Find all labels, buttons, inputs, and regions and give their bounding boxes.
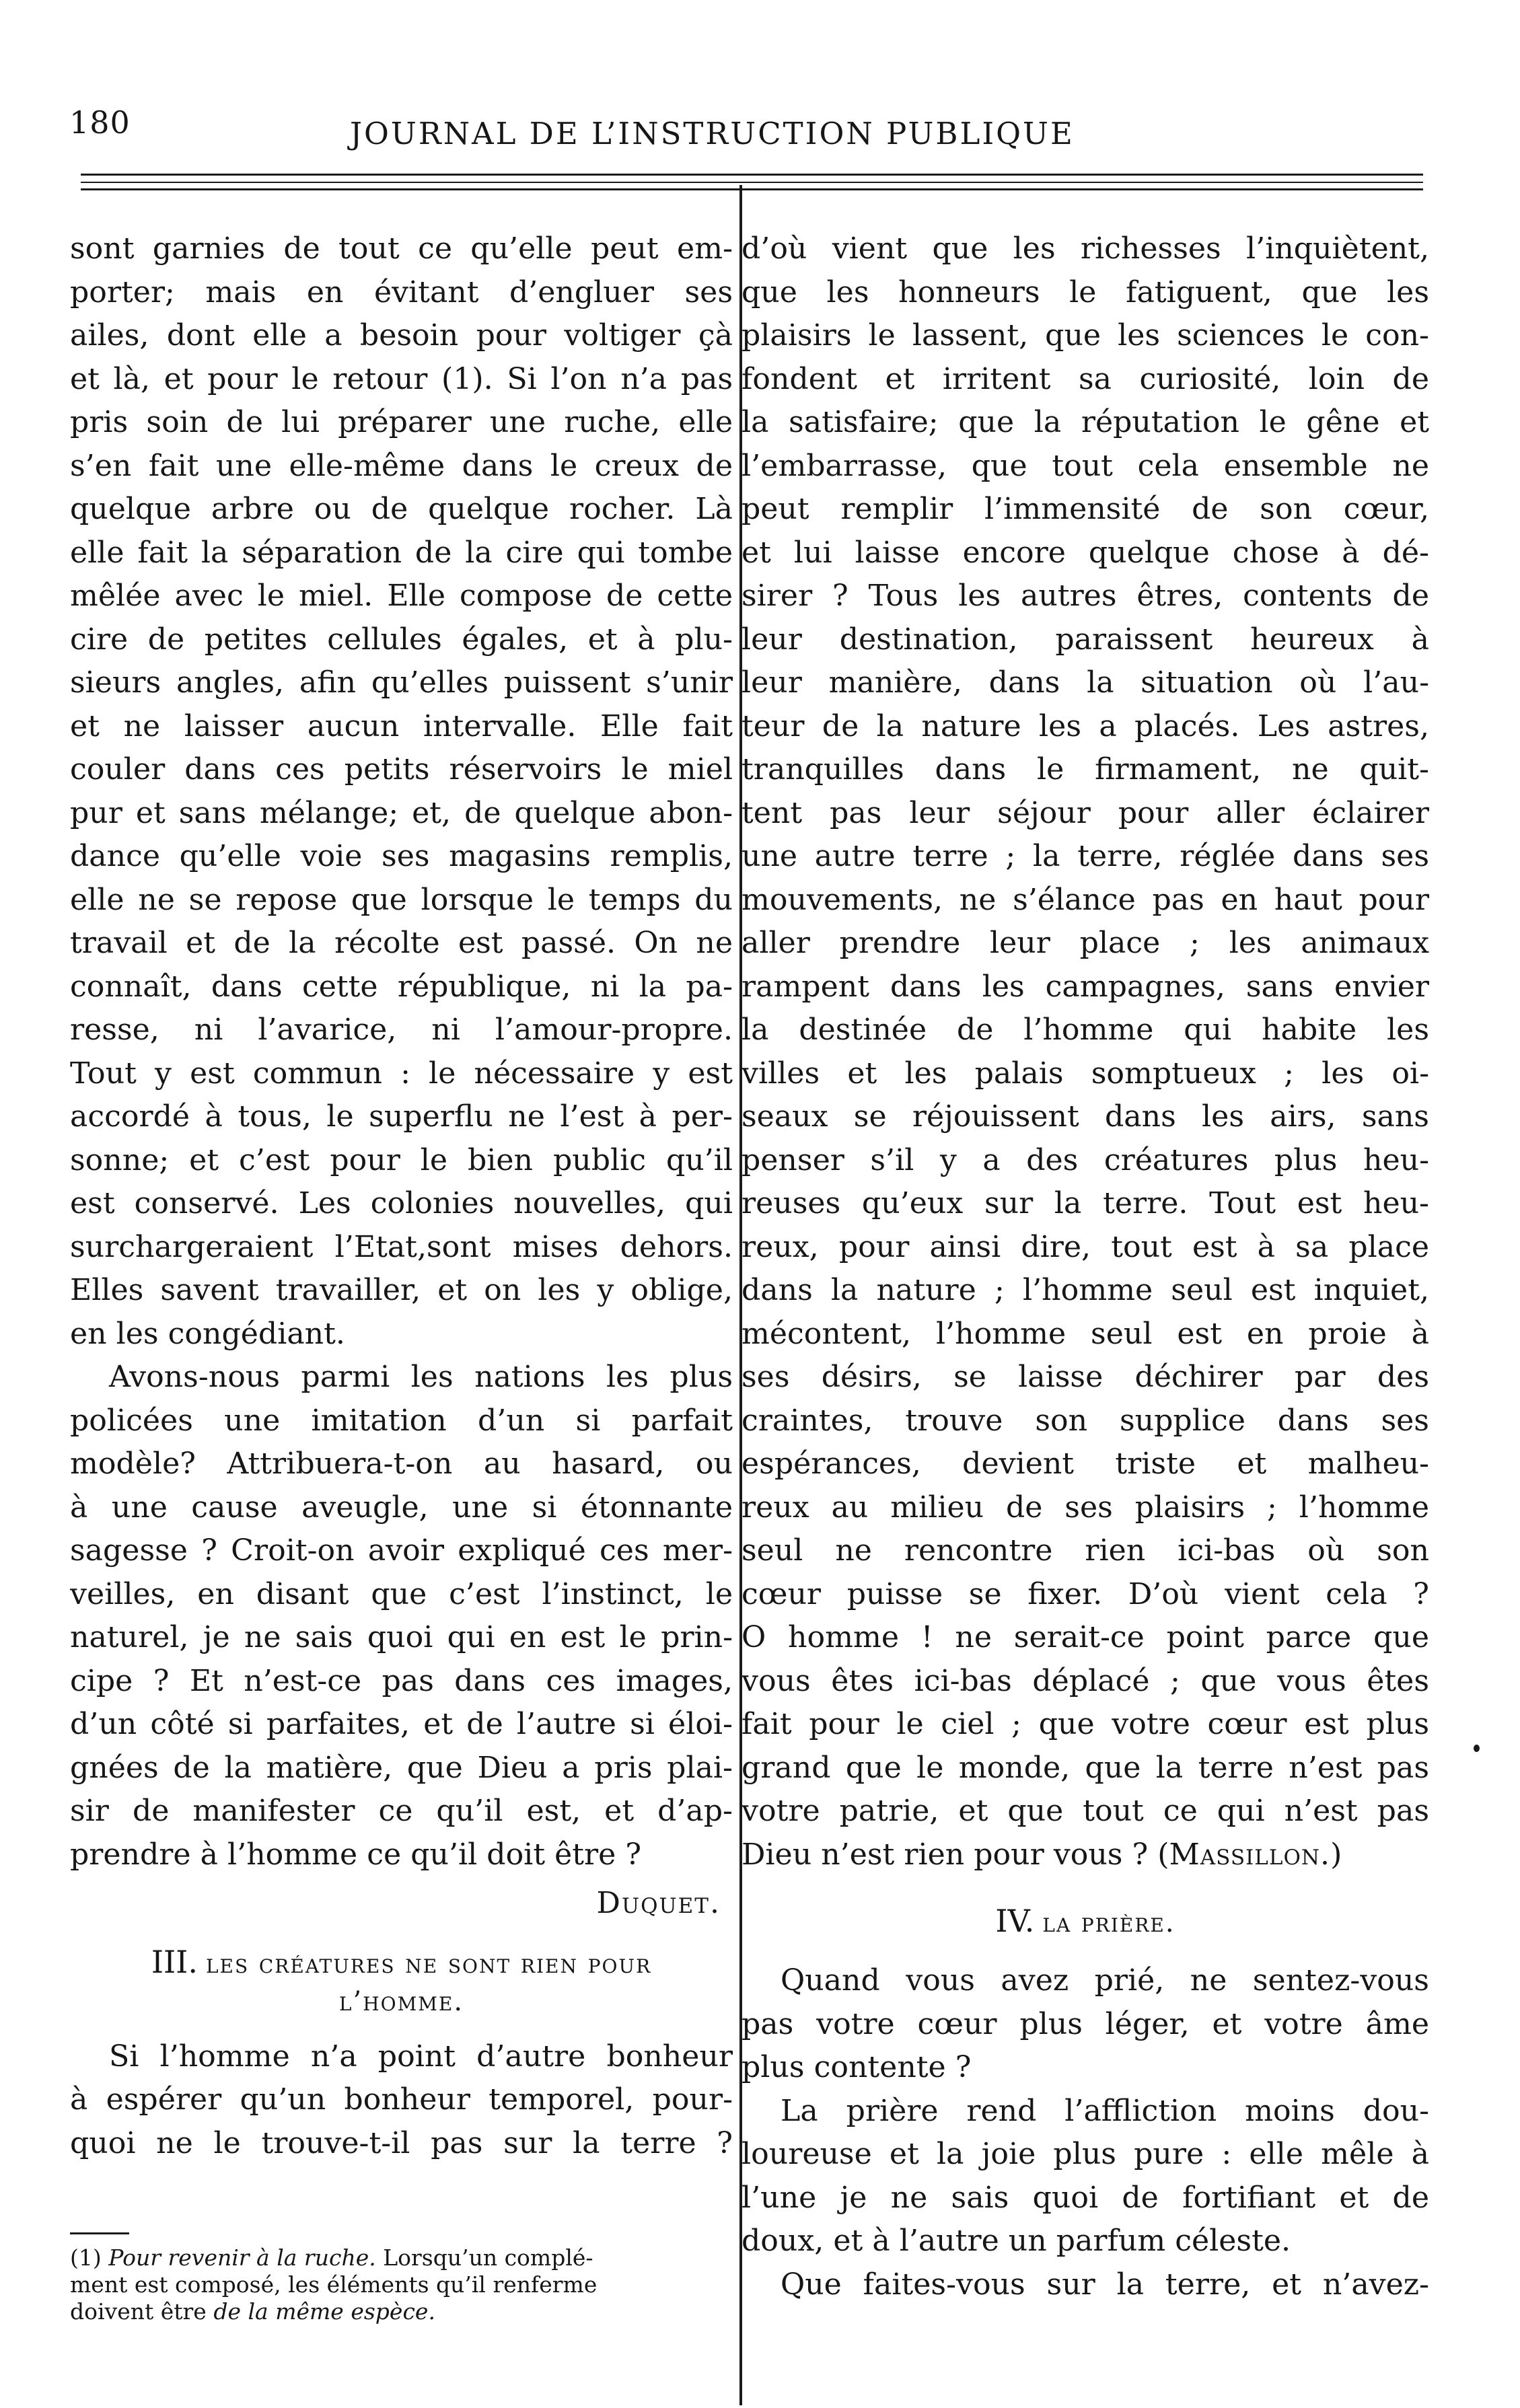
- text-line: ailes, dont elle a besoin pour voltiger çà: [70, 318, 733, 353]
- running-title: JOURNAL DE L’INSTRUCTION PUBLIQUE: [350, 116, 1075, 151]
- text-line: accordé à tous, le superflu ne l’est à per-: [70, 1099, 733, 1134]
- text-line: porter; mais en évitant d’engluer ses: [70, 275, 733, 309]
- text-line: à espérer qu’un bonheur temporel, pour-: [70, 2082, 733, 2117]
- text-line: la destinée de l’homme qui habite les: [741, 1013, 1429, 1047]
- text-line: sirer ? Tous les autres êtres, contents de: [741, 579, 1429, 613]
- text-line: quelque arbre ou de quelque rocher. Là: [70, 492, 733, 526]
- text-line: craintes, trouve son supplice dans ses: [741, 1403, 1429, 1438]
- text-line: pas votre cœur plus léger, et votre âme: [741, 2006, 1429, 2041]
- text-line: elle fait la séparation de la cire qui tombe: [70, 535, 733, 570]
- text-line: dance qu’elle voie ses magasins remplis,: [70, 839, 733, 873]
- text-line: teur de la nature les a placés. Les astres,: [741, 708, 1429, 743]
- text-line: sieurs angles, afin qu’elles puissent s’unir: [70, 665, 733, 700]
- text-line: peut remplir l’immensité de son cœur,: [741, 492, 1429, 526]
- text-line: prendre à l’homme ce qu’il doit être ?: [70, 1837, 642, 1872]
- paragraph: [741, 227, 1429, 1876]
- footnote-line: [70, 2245, 716, 2271]
- text-line: fait pour le ciel ; que votre cœur est plus: [741, 1707, 1429, 1741]
- text-line: Tout y est commun : le nécessaire y est: [70, 1056, 733, 1091]
- footnote-italic: de la même espèce.: [213, 2298, 435, 2325]
- section-heading: [70, 1943, 733, 2020]
- text-line: leur destination, paraissent heureux à: [741, 622, 1429, 657]
- text-line: reux, pour ainsi dire, tout est à sa place: [741, 1229, 1429, 1264]
- header-rule: [81, 182, 1423, 183]
- text-line: dans la nature ; l’homme seul est inquiet,: [741, 1273, 1429, 1307]
- text-line: villes et les palais somptueux ; les oi-: [741, 1056, 1429, 1091]
- text-line: Avons-nous parmi les nations les plus: [109, 1360, 733, 1394]
- text-line: naturel, je ne sais quoi qui en est le prin-: [70, 1620, 733, 1654]
- text-line: Elles savent travailler, et on les y oblige,: [70, 1273, 733, 1307]
- section-number: III.: [151, 1943, 198, 1980]
- section-title: les créatures ne sont rien pour: [205, 1948, 652, 1979]
- text-line: cipe ? Et n’est-ce pas dans ces images,: [70, 1663, 733, 1698]
- text-line: Si l’homme n’a point d’autre bonheur: [109, 2039, 733, 2074]
- text-line: et ne laisser aucun intervalle. Elle fait: [70, 708, 733, 743]
- text-line: est conservé. Les colonies nouvelles, qui: [70, 1186, 733, 1220]
- text-line: la satisfaire; que la réputation le gêne et: [741, 405, 1429, 439]
- paragraph: [70, 1356, 733, 1876]
- page-header: [0, 0, 1520, 168]
- text-line: s’en fait une elle-même dans le creux de: [70, 448, 733, 483]
- text-line: espérances, devient triste et malheu-: [741, 1447, 1429, 1481]
- text-line: d’où vient que les richesses l’inquiètent,: [741, 231, 1429, 266]
- text-line: veilles, en disant que c’est l’instinct, le: [70, 1576, 733, 1611]
- text-line: en les congédiant.: [70, 1316, 345, 1351]
- section-title: l’homme.: [338, 1985, 464, 2017]
- text-line: seul ne rencontre rien ici-bas où son: [741, 1533, 1429, 1568]
- text-line: d’un côté si parfaites, et de l’autre si éloi-: [70, 1707, 733, 1741]
- text-line: sir de manifester ce qu’il est, et d’ap-: [70, 1794, 733, 1828]
- text-line: que les honneurs le fatiguent, que les: [741, 275, 1429, 309]
- text-line: travail et de la récolte est passé. On ne: [70, 926, 733, 960]
- text-line: tranquilles dans le firmament, ne quit-: [741, 752, 1429, 787]
- text-line: loureuse et la joie plus pure : elle mêle à: [741, 2137, 1429, 2171]
- text-line: sagesse ? Croit-on avoir expliqué ces mer-: [70, 1533, 733, 1568]
- header-rule: [81, 174, 1423, 176]
- paragraph: [741, 2263, 1429, 2307]
- text-line: policées une imitation d’un si parfait: [70, 1403, 733, 1438]
- footnote: [70, 2245, 716, 2325]
- text-line: aller prendre leur place ; les animaux: [741, 926, 1429, 960]
- ink-speck: [1474, 1745, 1480, 1752]
- text-line: mêlée avec le miel. Elle compose de cette: [70, 579, 733, 613]
- text-fragment: ): [1330, 1837, 1342, 1872]
- text-line: sonne; et c’est pour le bien public qu’il: [70, 1142, 733, 1177]
- footnote-line: ment est composé, les éléments qu’il renferme: [70, 2271, 598, 2298]
- text-line: l’embarrasse, que tout cela ensemble ne: [741, 448, 1429, 483]
- text-line: O homme ! ne serait-ce point parce que: [741, 1620, 1429, 1654]
- footnote-italic: Pour revenir à la ruche.: [108, 2245, 376, 2271]
- footnote-line: [70, 2298, 716, 2325]
- text-line: plus contente ?: [741, 2050, 972, 2084]
- text-line: à une cause aveugle, une si étonnante: [70, 1490, 733, 1525]
- text-line: seaux se réjouissent dans les airs, sans: [741, 1099, 1429, 1134]
- text-line: reux au milieu de ses plaisirs ; l’homme: [741, 1490, 1429, 1525]
- paragraph: [70, 227, 733, 1356]
- footnote-rule: [70, 2232, 129, 2234]
- left-column: [70, 227, 733, 2165]
- footnote-marker: (1): [70, 2245, 102, 2271]
- paragraph: [741, 1959, 1429, 2090]
- text-line: rampent dans les campagnes, sans envier: [741, 969, 1429, 1004]
- footnote-text: Lorsqu’un complé-: [383, 2245, 593, 2271]
- paragraph: [741, 2090, 1429, 2263]
- text-line: cœur puisse se fixer. D’où vient cela ?: [741, 1576, 1429, 1611]
- text-line: pris soin de lui préparer une ruche, elle: [70, 405, 733, 439]
- text-line: elle ne se repose que lorsque le temps du: [70, 882, 733, 917]
- text-line: doux, et à l’autre un parfum céleste.: [741, 2224, 1291, 2258]
- text-line: reuses qu’eux sur la terre. Tout est heu-: [741, 1186, 1429, 1220]
- text-line: Que faites-vous sur la terre, et n’avez-: [781, 2267, 1429, 2302]
- text-line: resse, ni l’avarice, ni l’amour-propre.: [70, 1013, 733, 1047]
- section-number: IV.: [995, 1903, 1035, 1939]
- page-number: 180: [69, 104, 131, 141]
- text-line: plaisirs le lassent, que les sciences le con-: [741, 318, 1429, 353]
- text-line: l’une je ne sais quoi de fortifiant et de: [741, 2180, 1429, 2215]
- text-line: votre patrie, et que tout ce qui n’est pas: [741, 1794, 1429, 1828]
- section-title: la prière.: [1042, 1907, 1175, 1938]
- paragraph: [70, 2035, 733, 2166]
- text-line: connaît, dans cette république, ni la pa-: [70, 969, 733, 1004]
- text-line: sont garnies de tout ce qu’elle peut em-: [70, 231, 733, 266]
- text-line: quoi ne le trouve-t-il pas sur la terre ?: [70, 2125, 733, 2160]
- text-line: [741, 1833, 1429, 1877]
- text-line: vous êtes ici-bas déplacé ; que vous êtes: [741, 1663, 1429, 1698]
- text-line: mécontent, l’homme seul est en proie à: [741, 1316, 1429, 1351]
- text-line: fondent et irritent sa curiosité, loin de: [741, 361, 1429, 396]
- text-line: La prière rend l’affliction moins dou-: [781, 2093, 1429, 2128]
- text-line: surchargeraient l’Etat,sont mises dehors.: [70, 1229, 733, 1264]
- text-line: modèle? Attribuera-t-on au hasard, ou: [70, 1447, 733, 1481]
- text-line: Quand vous avez prié, ne sentez-vous: [781, 1963, 1429, 1998]
- text-line: gnées de la matière, que Dieu a pris plai-: [70, 1750, 733, 1785]
- text-line: penser s’il y a des créatures plus heu-: [741, 1142, 1429, 1177]
- author-attribution: Massillon.: [1169, 1837, 1331, 1872]
- text-line: leur manière, dans la situation où l’au-: [741, 665, 1429, 700]
- text-line: mouvements, ne s’élance pas en haut pour: [741, 882, 1429, 917]
- text-line: et là, et pour le retour (1). Si l’on n’a pas: [70, 361, 733, 396]
- text-line: tent pas leur séjour pour aller éclairer: [741, 795, 1429, 830]
- footnote-text: doivent être: [70, 2298, 207, 2325]
- author-signature: Duquet.: [596, 1886, 721, 1920]
- text-line: grand que le monde, que la terre n’est pas: [741, 1750, 1429, 1785]
- right-column: [741, 227, 1429, 2306]
- text-line: cire de petites cellules égales, et à plu-: [70, 622, 733, 657]
- header-rule: [81, 188, 1423, 190]
- text-fragment: Dieu n’est rien pour vous ? (: [741, 1837, 1169, 1872]
- text-line: pur et sans mélange; et, de quelque abon-: [70, 795, 733, 830]
- text-line: ses désirs, se laisse déchirer par des: [741, 1360, 1429, 1394]
- section-heading: [741, 1902, 1429, 1942]
- text-line: couler dans ces petits réservoirs le miel: [70, 752, 733, 787]
- text-line: et lui laisse encore quelque chose à dé-: [741, 535, 1429, 570]
- text-line: une autre terre ; la terre, réglée dans ses: [741, 839, 1429, 873]
